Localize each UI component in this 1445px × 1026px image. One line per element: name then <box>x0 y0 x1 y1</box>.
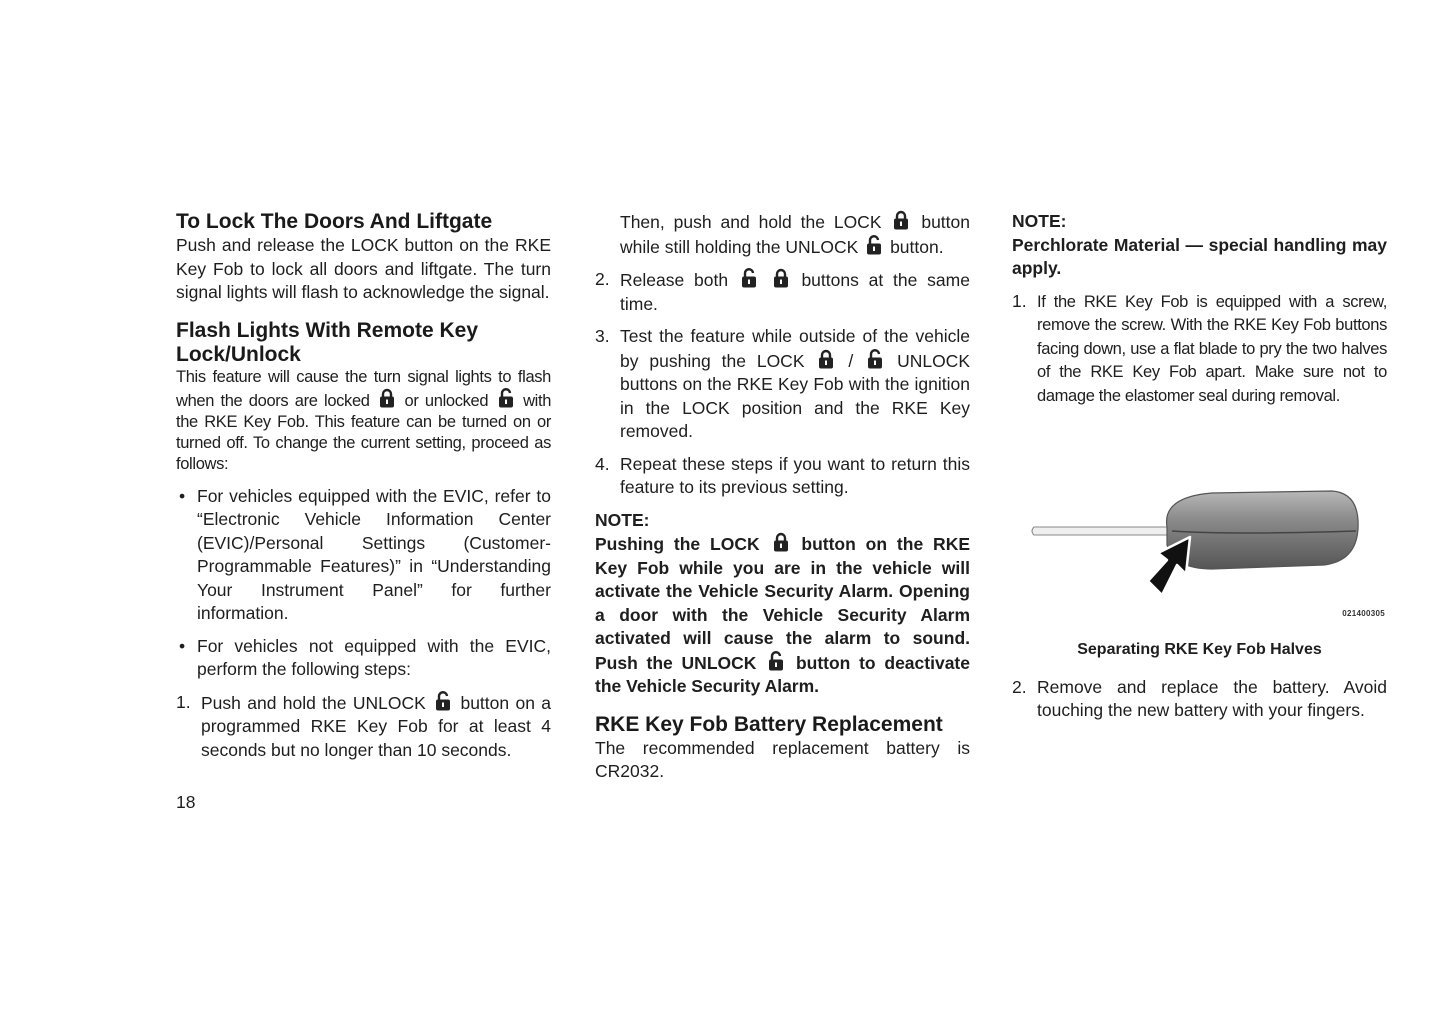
key-fob-body <box>1167 491 1359 569</box>
padlock-unlocked-icon <box>866 235 882 255</box>
bullet-dot: • <box>179 485 186 506</box>
padlock-locked-icon <box>773 268 789 288</box>
column-right <box>1012 210 1387 723</box>
column-left <box>176 210 551 762</box>
figure-code: 021400305 <box>1342 608 1385 618</box>
flat-blade <box>1032 527 1180 535</box>
figure-caption: Separating RKE Key Fob Halves <box>1077 641 1322 658</box>
step-number: 2. <box>1012 676 1027 697</box>
step-number: 1. <box>176 691 191 712</box>
padlock-locked-icon <box>818 349 834 369</box>
padlock-locked-icon <box>379 388 395 408</box>
padlock-unlocked-icon <box>867 349 883 369</box>
step-3-test: 3. Test the feature while outside of the vehicle by pushing the LOCK / UNLOCK buttons on the RKE Key Fob with the ignition in the LOCK position and the RKE Key removed. <box>595 326 970 441</box>
padlock-locked-icon <box>893 210 909 230</box>
note-perchlorate: Perchlorate Material — special handling may apply. <box>1012 234 1387 278</box>
note-label: NOTE: <box>1012 211 1067 231</box>
padlock-unlocked-icon <box>435 691 451 711</box>
step-number: 3. <box>595 326 610 346</box>
lock-doors-paragraph: Push and release the LOCK button on the RKE Key Fob to lock all doors and liftgate. The turn signal lights will flash to acknowledge the signal. <box>176 235 551 302</box>
key-fob-illustration <box>1012 419 1387 629</box>
padlock-unlocked-icon <box>498 388 514 408</box>
figure-key-fob-separation <box>1012 419 1387 629</box>
battery-paragraph: The recommended replacement battery is CR2032. <box>595 737 970 781</box>
heading-flash-lights: Flash Lights With Remote Key Lock/Unlock <box>176 318 479 366</box>
heading-lock-doors: To Lock The Doors And Liftgate <box>176 210 493 233</box>
heading-battery-replacement: RKE Key Fob Battery Replacement <box>595 712 943 736</box>
page-number: 18 <box>176 792 196 812</box>
bullet-dot: • <box>179 635 186 656</box>
step-number: 1. <box>1012 290 1027 311</box>
step-2-replace-battery: 2. Remove and replace the battery. Avoid touching the new battery with your fingers. <box>1012 676 1387 720</box>
note-label: NOTE: <box>595 509 650 530</box>
note-security-alarm: Pushing the LOCK button on the RKE Key Fob while you are in the vehicle will activate the Vehicle Security Alarm. Opening a door with the Vehicle Security Alarm activated will cause the alarm to sound. Push the UNLOCK button to deactivate the Vehicle Security Alarm. <box>595 534 971 696</box>
flash-lights-paragraph: This feature will cause the turn signal lights to flash when the doors are locked or unlocked with the RKE Key Fob. This feature can be turned on or turned off. To change the current setting, proceed as follows: <box>176 367 552 474</box>
bullet-evic-not-equipped: • For vehicles not equipped with the EVIC, perform the following steps: <box>179 635 551 680</box>
step-2-release: 2. Release both buttons at the same time. <box>595 269 970 314</box>
bullet-evic-equipped: • For vehicles equipped with the EVIC, refer to “Electronic Vehicle Information Center (EVIC)/Personal Settings (Customer-Programmable Features)” in “Understanding Your Instrument Panel” for further information. <box>179 485 551 624</box>
step-4-repeat: 4. Repeat these steps if you want to return this feature to its previous setting. <box>595 453 970 497</box>
step-number: 4. <box>595 453 610 474</box>
step-1-separate: 1. If the RKE Key Fob is equipped with a screw, remove the screw. With the RKE Key Fob buttons facing down, use a flat blade to pry the two halves of the RKE Key Fob apart. Make sure not to damage the elastomer seal during removal. <box>1012 290 1387 405</box>
step-1-continued: Then, push and hold the LOCK button while still holding the UNLOCK button. <box>620 212 970 257</box>
padlock-unlocked-icon <box>768 651 784 671</box>
step-number: 2. <box>595 269 610 289</box>
padlock-unlocked-icon <box>741 268 757 288</box>
step-1-push-unlock: 1. Push and hold the UNLOCK button on a programmed RKE Key Fob for at least 4 seconds but no longer than 10 seconds. <box>176 691 551 760</box>
column-middle <box>595 210 970 784</box>
padlock-locked-icon <box>773 532 789 552</box>
